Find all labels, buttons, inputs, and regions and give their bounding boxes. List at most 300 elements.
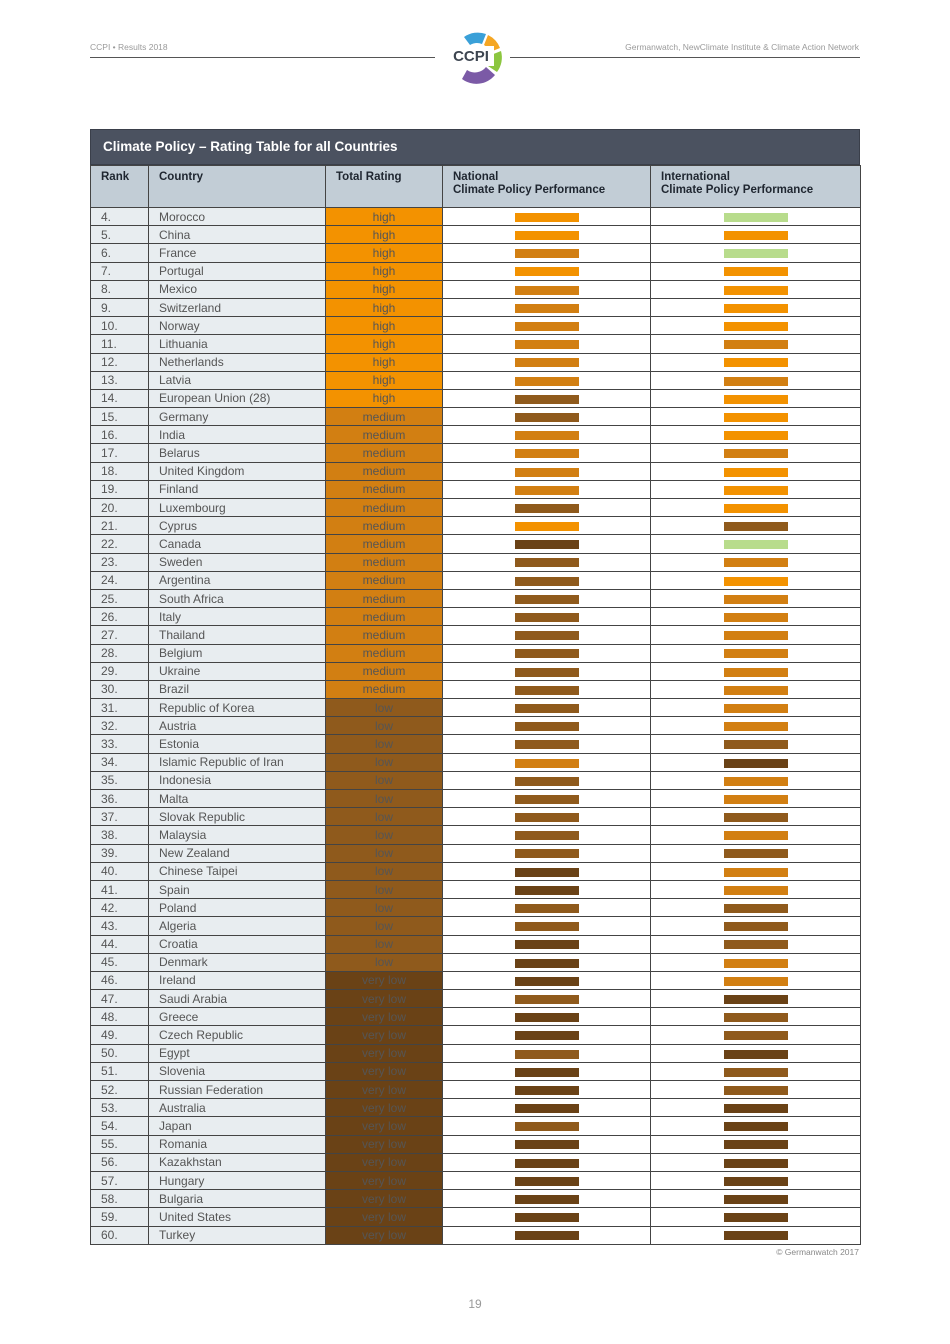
total-rating-cell: low bbox=[326, 862, 443, 880]
total-rating-cell: low bbox=[326, 935, 443, 953]
col-header-international bbox=[651, 166, 861, 208]
table-row bbox=[91, 208, 861, 226]
total-rating-cell: low bbox=[326, 717, 443, 735]
international-performance-cell bbox=[651, 444, 861, 462]
rank-cell: 33. bbox=[91, 735, 149, 753]
table-row bbox=[91, 1117, 861, 1135]
national-rating-bar bbox=[515, 704, 579, 713]
international-rating-bar bbox=[724, 249, 788, 258]
country-cell: Croatia bbox=[149, 935, 326, 953]
international-rating-bar bbox=[724, 904, 788, 913]
national-rating-bar bbox=[515, 759, 579, 768]
international-rating-bar bbox=[724, 1104, 788, 1113]
international-performance-cell bbox=[651, 717, 861, 735]
national-rating-bar bbox=[515, 504, 579, 513]
international-rating-bar bbox=[724, 1177, 788, 1186]
table-row bbox=[91, 280, 861, 298]
national-performance-cell bbox=[443, 771, 651, 789]
national-rating-bar bbox=[515, 1213, 579, 1222]
international-performance-cell bbox=[651, 844, 861, 862]
table-row bbox=[91, 990, 861, 1008]
table-row bbox=[91, 1081, 861, 1099]
country-cell: Turkey bbox=[149, 1226, 326, 1244]
table-row bbox=[91, 808, 861, 826]
rank-cell: 16. bbox=[91, 426, 149, 444]
total-rating-cell: medium bbox=[326, 499, 443, 517]
header-rule-right bbox=[510, 57, 860, 58]
rank-cell: 54. bbox=[91, 1117, 149, 1135]
table-row bbox=[91, 1190, 861, 1208]
table-row bbox=[91, 262, 861, 280]
international-rating-bar bbox=[724, 940, 788, 949]
total-rating-cell: high bbox=[326, 226, 443, 244]
international-rating-bar bbox=[724, 231, 788, 240]
total-rating-cell: high bbox=[326, 280, 443, 298]
national-performance-cell bbox=[443, 1226, 651, 1244]
international-rating-bar bbox=[724, 431, 788, 440]
national-performance-cell bbox=[443, 1208, 651, 1226]
col-header-rank: Rank bbox=[91, 166, 149, 208]
national-performance-cell bbox=[443, 699, 651, 717]
total-rating-cell: high bbox=[326, 298, 443, 316]
national-rating-bar bbox=[515, 577, 579, 586]
table-row bbox=[91, 462, 861, 480]
international-rating-bar bbox=[724, 795, 788, 804]
country-cell: China bbox=[149, 226, 326, 244]
national-performance-cell bbox=[443, 535, 651, 553]
table-row bbox=[91, 626, 861, 644]
international-rating-bar bbox=[724, 267, 788, 276]
international-performance-cell bbox=[651, 1081, 861, 1099]
rank-cell: 23. bbox=[91, 553, 149, 571]
rank-cell: 41. bbox=[91, 880, 149, 898]
total-rating-cell: low bbox=[326, 917, 443, 935]
rank-cell: 26. bbox=[91, 608, 149, 626]
rank-cell: 44. bbox=[91, 935, 149, 953]
rank-cell: 39. bbox=[91, 844, 149, 862]
total-rating-cell: medium bbox=[326, 444, 443, 462]
national-performance-cell bbox=[443, 971, 651, 989]
rank-cell: 32. bbox=[91, 717, 149, 735]
table-row bbox=[91, 426, 861, 444]
national-rating-bar bbox=[515, 267, 579, 276]
total-rating-cell: medium bbox=[326, 662, 443, 680]
national-performance-cell bbox=[443, 1171, 651, 1189]
international-rating-bar bbox=[724, 504, 788, 513]
international-rating-bar bbox=[724, 849, 788, 858]
international-rating-bar bbox=[724, 286, 788, 295]
international-performance-cell bbox=[651, 1190, 861, 1208]
national-performance-cell bbox=[443, 1135, 651, 1153]
rank-cell: 14. bbox=[91, 389, 149, 407]
international-rating-bar bbox=[724, 1195, 788, 1204]
table-row bbox=[91, 1153, 861, 1171]
national-rating-bar bbox=[515, 249, 579, 258]
international-rating-bar bbox=[724, 468, 788, 477]
total-rating-cell: very low bbox=[326, 1099, 443, 1117]
table-row bbox=[91, 608, 861, 626]
international-rating-bar bbox=[724, 1159, 788, 1168]
international-performance-cell bbox=[651, 499, 861, 517]
total-rating-cell: low bbox=[326, 880, 443, 898]
national-rating-bar bbox=[515, 1068, 579, 1077]
national-rating-bar bbox=[515, 1177, 579, 1186]
national-performance-cell bbox=[443, 608, 651, 626]
international-performance-cell bbox=[651, 699, 861, 717]
rating-table bbox=[90, 165, 861, 1245]
national-rating-bar bbox=[515, 322, 579, 331]
national-rating-bar bbox=[515, 558, 579, 567]
table-row bbox=[91, 589, 861, 607]
national-performance-cell bbox=[443, 1081, 651, 1099]
table-row bbox=[91, 826, 861, 844]
table-row bbox=[91, 335, 861, 353]
country-cell: South Africa bbox=[149, 589, 326, 607]
rank-cell: 42. bbox=[91, 899, 149, 917]
international-performance-cell bbox=[651, 971, 861, 989]
table-row bbox=[91, 553, 861, 571]
national-performance-cell bbox=[443, 990, 651, 1008]
national-rating-bar bbox=[515, 395, 579, 404]
rank-cell: 8. bbox=[91, 280, 149, 298]
country-cell: Netherlands bbox=[149, 353, 326, 371]
table-row bbox=[91, 1026, 861, 1044]
international-performance-cell bbox=[651, 1171, 861, 1189]
national-performance-cell bbox=[443, 1099, 651, 1117]
table-row bbox=[91, 480, 861, 498]
national-performance-cell bbox=[443, 1044, 651, 1062]
national-performance-cell bbox=[443, 353, 651, 371]
rank-cell: 12. bbox=[91, 353, 149, 371]
international-performance-cell bbox=[651, 1226, 861, 1244]
national-rating-bar bbox=[515, 868, 579, 877]
international-rating-bar bbox=[724, 959, 788, 968]
international-performance-cell bbox=[651, 808, 861, 826]
table-row bbox=[91, 1135, 861, 1153]
col-header-international-line2: Climate Policy Performance bbox=[661, 184, 814, 196]
national-performance-cell bbox=[443, 790, 651, 808]
table-row bbox=[91, 680, 861, 698]
rank-cell: 18. bbox=[91, 462, 149, 480]
international-performance-cell bbox=[651, 535, 861, 553]
rank-cell: 51. bbox=[91, 1062, 149, 1080]
international-performance-cell bbox=[651, 771, 861, 789]
national-rating-bar bbox=[515, 1231, 579, 1240]
country-cell: Austria bbox=[149, 717, 326, 735]
national-rating-bar bbox=[515, 377, 579, 386]
country-cell: France bbox=[149, 244, 326, 262]
international-rating-bar bbox=[724, 413, 788, 422]
total-rating-cell: high bbox=[326, 317, 443, 335]
national-performance-cell bbox=[443, 389, 651, 407]
national-rating-bar bbox=[515, 1140, 579, 1149]
national-performance-cell bbox=[443, 280, 651, 298]
national-rating-bar bbox=[515, 904, 579, 913]
international-performance-cell bbox=[651, 262, 861, 280]
international-performance-cell bbox=[651, 899, 861, 917]
country-cell: Estonia bbox=[149, 735, 326, 753]
country-cell: Slovak Republic bbox=[149, 808, 326, 826]
international-performance-cell bbox=[651, 1117, 861, 1135]
national-rating-bar bbox=[515, 358, 579, 367]
total-rating-cell: low bbox=[326, 844, 443, 862]
national-performance-cell bbox=[443, 626, 651, 644]
international-performance-cell bbox=[651, 935, 861, 953]
country-cell: Saudi Arabia bbox=[149, 990, 326, 1008]
international-rating-bar bbox=[724, 649, 788, 658]
total-rating-cell: very low bbox=[326, 971, 443, 989]
total-rating-cell: high bbox=[326, 371, 443, 389]
national-performance-cell bbox=[443, 662, 651, 680]
national-performance-cell bbox=[443, 680, 651, 698]
country-cell: Sweden bbox=[149, 553, 326, 571]
national-rating-bar bbox=[515, 922, 579, 931]
national-performance-cell bbox=[443, 953, 651, 971]
national-rating-bar bbox=[515, 1086, 579, 1095]
total-rating-cell: medium bbox=[326, 644, 443, 662]
national-performance-cell bbox=[443, 1062, 651, 1080]
national-rating-bar bbox=[515, 613, 579, 622]
international-rating-bar bbox=[724, 449, 788, 458]
international-performance-cell bbox=[651, 1208, 861, 1226]
country-cell: Australia bbox=[149, 1099, 326, 1117]
international-performance-cell bbox=[651, 517, 861, 535]
header-rule-left bbox=[90, 57, 435, 58]
total-rating-cell: low bbox=[326, 771, 443, 789]
international-performance-cell bbox=[651, 735, 861, 753]
total-rating-cell: high bbox=[326, 208, 443, 226]
national-rating-bar bbox=[515, 940, 579, 949]
total-rating-cell: very low bbox=[326, 1062, 443, 1080]
international-performance-cell bbox=[651, 662, 861, 680]
country-cell: Slovenia bbox=[149, 1062, 326, 1080]
international-rating-bar bbox=[724, 395, 788, 404]
national-performance-cell bbox=[443, 335, 651, 353]
international-rating-bar bbox=[724, 886, 788, 895]
national-performance-cell bbox=[443, 571, 651, 589]
international-performance-cell bbox=[651, 990, 861, 1008]
international-rating-bar bbox=[724, 540, 788, 549]
table-row bbox=[91, 771, 861, 789]
country-cell: Greece bbox=[149, 1008, 326, 1026]
total-rating-cell: medium bbox=[326, 480, 443, 498]
header-left-text: CCPI • Results 2018 bbox=[90, 42, 168, 52]
country-cell: Bulgaria bbox=[149, 1190, 326, 1208]
international-performance-cell bbox=[651, 626, 861, 644]
international-performance-cell bbox=[651, 298, 861, 316]
country-cell: Islamic Republic of Iran bbox=[149, 753, 326, 771]
total-rating-cell: medium bbox=[326, 571, 443, 589]
national-performance-cell bbox=[443, 1026, 651, 1044]
national-performance-cell bbox=[443, 408, 651, 426]
rank-cell: 37. bbox=[91, 808, 149, 826]
table-row bbox=[91, 1226, 861, 1244]
national-performance-cell bbox=[443, 208, 651, 226]
total-rating-cell: medium bbox=[326, 426, 443, 444]
rank-cell: 52. bbox=[91, 1081, 149, 1099]
international-performance-cell bbox=[651, 480, 861, 498]
international-rating-bar bbox=[724, 831, 788, 840]
international-performance-cell bbox=[651, 1099, 861, 1117]
rank-cell: 5. bbox=[91, 226, 149, 244]
col-header-national bbox=[443, 166, 651, 208]
rank-cell: 55. bbox=[91, 1135, 149, 1153]
table-row bbox=[91, 353, 861, 371]
international-rating-bar bbox=[724, 1231, 788, 1240]
international-rating-bar bbox=[724, 558, 788, 567]
national-rating-bar bbox=[515, 468, 579, 477]
page-number: 19 bbox=[468, 1297, 482, 1311]
international-performance-cell bbox=[651, 608, 861, 626]
country-cell: Cyprus bbox=[149, 517, 326, 535]
national-performance-cell bbox=[443, 244, 651, 262]
national-performance-cell bbox=[443, 462, 651, 480]
table-row bbox=[91, 298, 861, 316]
total-rating-cell: very low bbox=[326, 1135, 443, 1153]
international-performance-cell bbox=[651, 862, 861, 880]
national-rating-bar bbox=[515, 813, 579, 822]
international-performance-cell bbox=[651, 335, 861, 353]
national-rating-bar bbox=[515, 740, 579, 749]
national-performance-cell bbox=[443, 298, 651, 316]
total-rating-cell: high bbox=[326, 389, 443, 407]
rank-cell: 19. bbox=[91, 480, 149, 498]
country-cell: Canada bbox=[149, 535, 326, 553]
table-row bbox=[91, 862, 861, 880]
international-performance-cell bbox=[651, 753, 861, 771]
rank-cell: 22. bbox=[91, 535, 149, 553]
international-rating-bar bbox=[724, 922, 788, 931]
country-cell: Spain bbox=[149, 880, 326, 898]
rank-cell: 45. bbox=[91, 953, 149, 971]
national-rating-bar bbox=[515, 1122, 579, 1131]
international-performance-cell bbox=[651, 790, 861, 808]
national-performance-cell bbox=[443, 753, 651, 771]
national-rating-bar bbox=[515, 686, 579, 695]
national-performance-cell bbox=[443, 589, 651, 607]
international-performance-cell bbox=[651, 589, 861, 607]
national-rating-bar bbox=[515, 431, 579, 440]
rank-cell: 21. bbox=[91, 517, 149, 535]
national-performance-cell bbox=[443, 880, 651, 898]
total-rating-cell: medium bbox=[326, 608, 443, 626]
total-rating-cell: low bbox=[326, 808, 443, 826]
international-rating-bar bbox=[724, 668, 788, 677]
total-rating-cell: medium bbox=[326, 462, 443, 480]
national-performance-cell bbox=[443, 226, 651, 244]
country-cell: Republic of Korea bbox=[149, 699, 326, 717]
national-performance-cell bbox=[443, 862, 651, 880]
col-header-total-rating: Total Rating bbox=[326, 166, 443, 208]
international-rating-bar bbox=[724, 1031, 788, 1040]
international-rating-bar bbox=[724, 868, 788, 877]
rank-cell: 53. bbox=[91, 1099, 149, 1117]
national-rating-bar bbox=[515, 522, 579, 531]
national-rating-bar bbox=[515, 213, 579, 222]
country-cell: European Union (28) bbox=[149, 389, 326, 407]
country-cell: Kazakhstan bbox=[149, 1153, 326, 1171]
international-performance-cell bbox=[651, 226, 861, 244]
col-header-country: Country bbox=[149, 166, 326, 208]
international-rating-bar bbox=[724, 995, 788, 1004]
national-rating-bar bbox=[515, 1013, 579, 1022]
rank-cell: 56. bbox=[91, 1153, 149, 1171]
international-rating-bar bbox=[724, 577, 788, 586]
international-rating-bar bbox=[724, 522, 788, 531]
country-cell: Poland bbox=[149, 899, 326, 917]
total-rating-cell: low bbox=[326, 899, 443, 917]
international-performance-cell bbox=[651, 1026, 861, 1044]
table-row bbox=[91, 735, 861, 753]
country-cell: Germany bbox=[149, 408, 326, 426]
rank-cell: 20. bbox=[91, 499, 149, 517]
total-rating-cell: low bbox=[326, 826, 443, 844]
country-cell: Switzerland bbox=[149, 298, 326, 316]
international-rating-bar bbox=[724, 704, 788, 713]
table-row bbox=[91, 644, 861, 662]
total-rating-cell: very low bbox=[326, 1208, 443, 1226]
rank-cell: 35. bbox=[91, 771, 149, 789]
total-rating-cell: low bbox=[326, 699, 443, 717]
international-performance-cell bbox=[651, 317, 861, 335]
country-cell: Czech Republic bbox=[149, 1026, 326, 1044]
rank-cell: 60. bbox=[91, 1226, 149, 1244]
international-rating-bar bbox=[724, 1213, 788, 1222]
national-rating-bar bbox=[515, 413, 579, 422]
total-rating-cell: medium bbox=[326, 680, 443, 698]
rank-cell: 58. bbox=[91, 1190, 149, 1208]
rank-cell: 24. bbox=[91, 571, 149, 589]
international-rating-bar bbox=[724, 722, 788, 731]
total-rating-cell: very low bbox=[326, 1026, 443, 1044]
national-rating-bar bbox=[515, 886, 579, 895]
col-header-national-line1: National bbox=[453, 171, 499, 183]
table-row bbox=[91, 662, 861, 680]
international-performance-cell bbox=[651, 1062, 861, 1080]
national-rating-bar bbox=[515, 649, 579, 658]
international-performance-cell bbox=[651, 426, 861, 444]
national-rating-bar bbox=[515, 1104, 579, 1113]
table-row bbox=[91, 571, 861, 589]
national-performance-cell bbox=[443, 1190, 651, 1208]
rank-cell: 17. bbox=[91, 444, 149, 462]
table-row bbox=[91, 753, 861, 771]
national-performance-cell bbox=[443, 517, 651, 535]
national-performance-cell bbox=[443, 899, 651, 917]
table-header-row bbox=[91, 166, 861, 208]
total-rating-cell: low bbox=[326, 735, 443, 753]
international-performance-cell bbox=[651, 462, 861, 480]
table-row bbox=[91, 226, 861, 244]
country-cell: New Zealand bbox=[149, 844, 326, 862]
total-rating-cell: low bbox=[326, 753, 443, 771]
national-rating-bar bbox=[515, 231, 579, 240]
national-rating-bar bbox=[515, 1159, 579, 1168]
international-rating-bar bbox=[724, 1122, 788, 1131]
table-row bbox=[91, 517, 861, 535]
table-row bbox=[91, 1008, 861, 1026]
national-performance-cell bbox=[443, 826, 651, 844]
rank-cell: 29. bbox=[91, 662, 149, 680]
national-performance-cell bbox=[443, 444, 651, 462]
total-rating-cell: high bbox=[326, 244, 443, 262]
international-rating-bar bbox=[724, 377, 788, 386]
copyright: © Germanwatch 2017 bbox=[776, 1247, 859, 1257]
total-rating-cell: medium bbox=[326, 553, 443, 571]
international-performance-cell bbox=[651, 1044, 861, 1062]
table-row bbox=[91, 317, 861, 335]
total-rating-cell: very low bbox=[326, 1008, 443, 1026]
